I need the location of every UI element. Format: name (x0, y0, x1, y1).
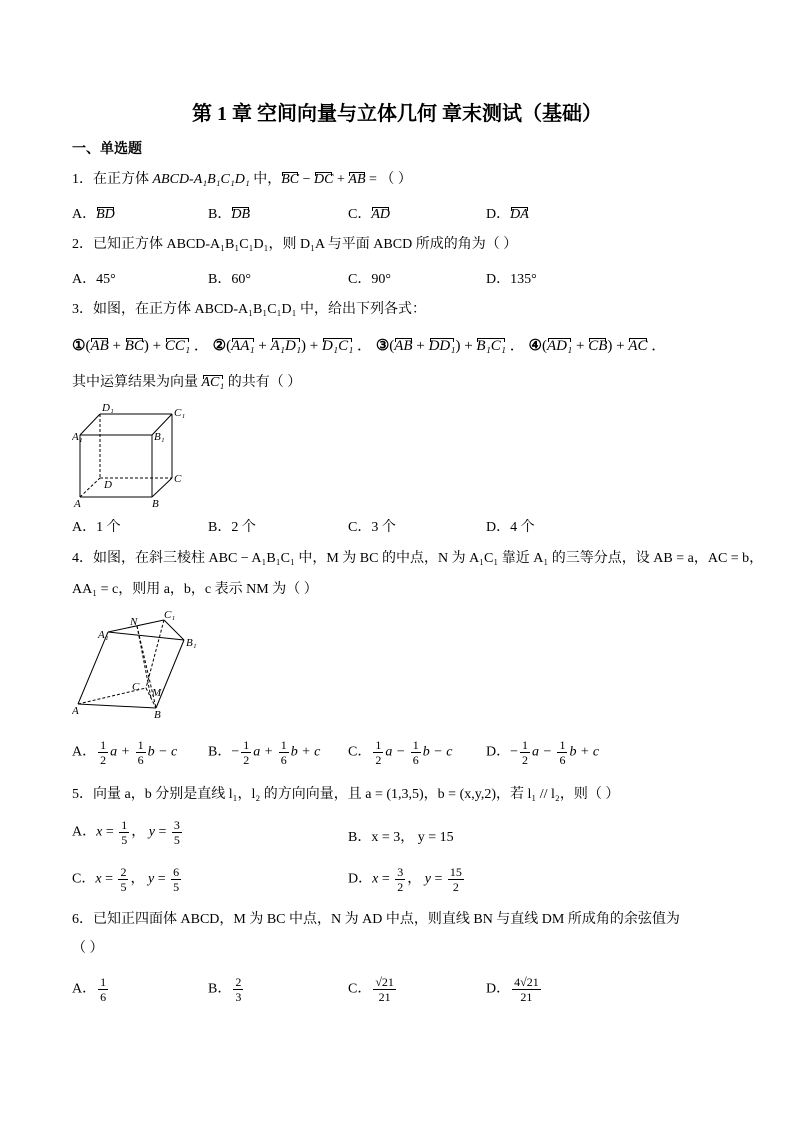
edge-bc (152, 478, 172, 497)
q5-option-b[interactable]: B．x = 3， y = 15 (348, 830, 454, 845)
question-4-stem-line1: 4．如图，在斜三棱柱 ABC − A₁B₁C₁ 中，M 为 BC 的中点，N 为 A₁C₁ 靠近 A₁ 的三等分点，设 AB = a，AC = b， (72, 551, 764, 566)
q3-option-c[interactable]: C．3 个 (348, 520, 396, 535)
q4-option-d[interactable]: D．− $\frac{1}{2}$ a − $\frac{1}{6}$ b + c (486, 738, 600, 767)
label-d1: D₁ (102, 402, 114, 414)
prism-figure (72, 608, 202, 720)
label-a: A (74, 498, 81, 510)
q4-option-a[interactable]: A． $\frac{1}{2}$ a + $\frac{1}{6}$ b − c (72, 738, 178, 767)
q5-option-c[interactable]: C．x = $\frac{2}{5}$ ， y = $\frac{6}{5}$ (72, 865, 180, 894)
question-6-blank: （ ） (72, 941, 104, 956)
q4-option-b[interactable]: B．− $\frac{1}{2}$ a + $\frac{1}{6}$ b + c (208, 738, 321, 767)
question-3-stem: 3．如图，在正方体 ABCD-A₁B₁C₁D₁ 中，给出下列各式： (72, 302, 426, 317)
q6-option-d[interactable]: D． $\frac{4√21}{21}$ (486, 975, 539, 1004)
label-b: B (154, 709, 161, 720)
cube-figure (72, 400, 192, 510)
q1-option-d[interactable]: D．DA (486, 207, 529, 222)
q1-option-b[interactable]: B．DB (208, 207, 251, 222)
question-1-stem: 1．在正方体 ABCD-A₁B₁C₁D₁ 中，BC − DC + AB = （ ） (72, 172, 412, 187)
q2-option-b[interactable]: B．60° (208, 272, 251, 287)
label-c: C (174, 473, 182, 485)
edge-a1b1 (108, 632, 184, 640)
q1-option-a[interactable]: A．BD (72, 207, 115, 222)
question-2-stem: 2．已知正方体 ABCD-A₁B₁C₁D₁，则 D₁A 与平面 ABCD 所成的角为（ ） (72, 237, 518, 252)
label-n: N (130, 616, 138, 628)
label-a1: A₁ (98, 629, 109, 641)
q4-option-c[interactable]: C． $\frac{1}{2}$ a − $\frac{1}{6}$ b − c (348, 738, 453, 767)
q3-option-a[interactable]: A．1 个 (72, 520, 121, 535)
edge-a1d1 (80, 414, 100, 435)
q5-option-d[interactable]: D．x = $\frac{3}{2}$ ， y = $\frac{15}{2}$ (348, 865, 462, 894)
q2-option-a[interactable]: A．45° (72, 272, 116, 287)
label-b: B (152, 498, 159, 510)
edge-ad (80, 478, 100, 497)
q3-expressions: ①(AB + BC) + CC₁ ． ②(AA₁ + A₁D₁) + D₁C₁ ． ③(AB + DD₁) + B₁C₁ ． ④(AD₁ + CB) + AC ． (72, 338, 667, 354)
q2-option-d[interactable]: D．135° (486, 272, 537, 287)
label-d: D (104, 479, 112, 491)
edge-c1b1 (164, 620, 184, 640)
q2-option-c[interactable]: C．90° (348, 272, 391, 287)
edge-aa1 (78, 632, 108, 704)
label-c: C (132, 681, 140, 693)
question-6-stem: 6．已知正四面体 ABCD，M 为 BC 中点，N 为 AD 中点，则直线 BN 与直线 DM 所成角的余弦值为 (72, 912, 680, 927)
section-heading: 一、单选题 (72, 142, 142, 157)
label-b1: B₁ (154, 431, 165, 443)
q6-option-a[interactable]: A． $\frac{1}{6}$ (72, 975, 107, 1004)
label-a: A (72, 705, 79, 717)
q6-option-b[interactable]: B． $\frac{2}{3}$ (208, 975, 242, 1004)
label-b1: B₁ (186, 637, 197, 649)
q6-option-c[interactable]: C． $\frac{√21}{21}$ (348, 975, 394, 1004)
question-4-stem-line2: AA₁ = c，则用 a，b，c 表示 NM 为（ ） (72, 582, 318, 597)
q3-follow: 其中运算结果为向量 AC₁ 的共有（ ） (72, 375, 302, 390)
page-title: 第 1 章 空间向量与立体几何 章末测试（基础） (192, 103, 602, 125)
q1-option-c[interactable]: C．AD (348, 207, 391, 222)
edge-ab (78, 704, 156, 708)
label-m: M (152, 687, 162, 699)
q3-option-d[interactable]: D．4 个 (486, 520, 535, 535)
label-a1: A₁ (72, 431, 83, 443)
question-5-stem: 5．向量 a，b 分别是直线 l₁，l₂ 的方向向量，且 a = (1,3,5)，b = (x,y,2)，若 l₁ // l₂，则（ ） (72, 787, 620, 802)
edge-cc1 (146, 620, 164, 688)
label-c1: C₁ (164, 609, 176, 621)
label-c1: C₁ (174, 407, 186, 419)
q3-option-b[interactable]: B．2 个 (208, 520, 256, 535)
q5-option-a[interactable]: A．x = $\frac{1}{5}$ ， y = $\frac{3}{5}$ (72, 818, 180, 847)
